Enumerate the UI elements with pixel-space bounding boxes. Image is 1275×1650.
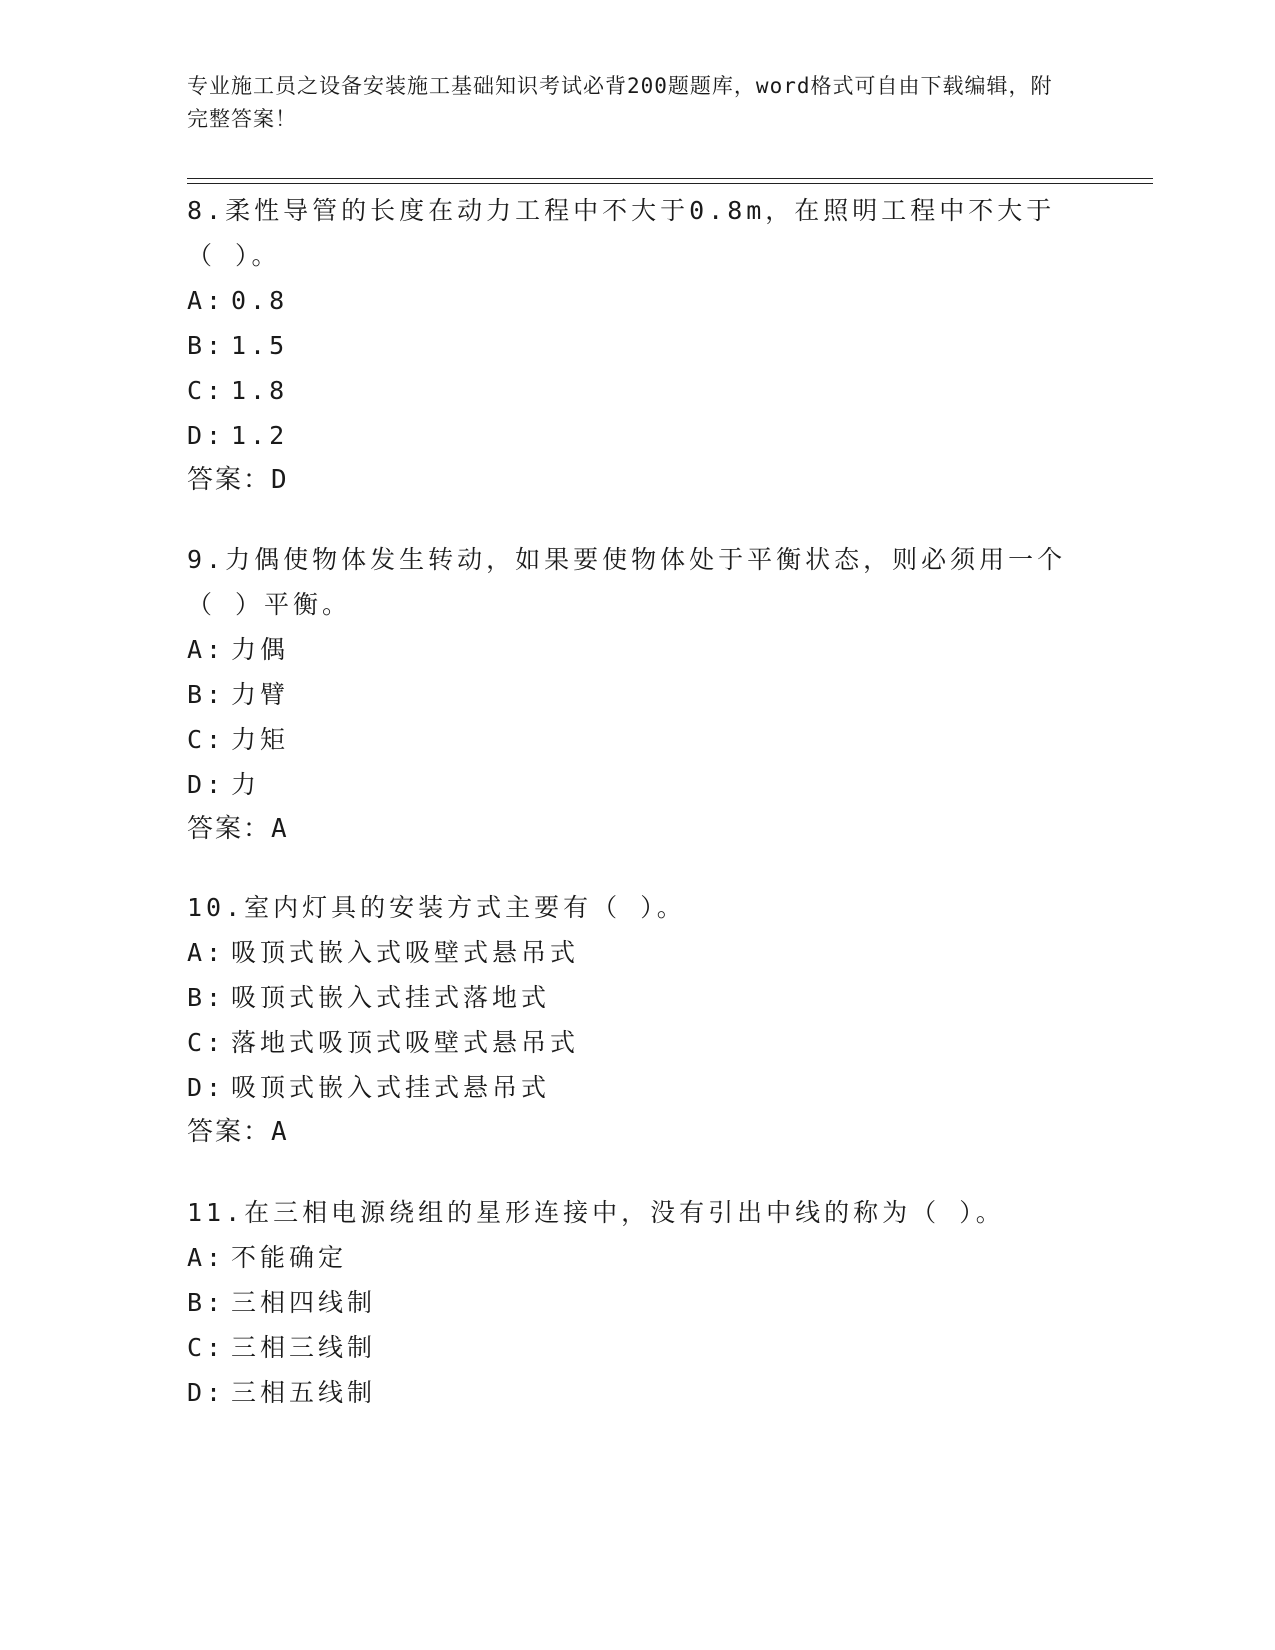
option-text: 吸顶式嵌入式挂式落地式: [231, 983, 551, 1012]
answer-value: A: [271, 1117, 289, 1147]
option-c: [187, 717, 1067, 762]
question-text: 10.室内灯具的安装方式主要有（ ）。: [187, 893, 686, 922]
answer-value: A: [271, 814, 289, 844]
option-d: [187, 762, 1067, 807]
question-text: 11.在三相电源绕组的星形连接中，没有引出中线的称为（ ）。: [187, 1198, 1005, 1227]
option-text: 不能确定: [231, 1243, 348, 1272]
option-label: B:: [187, 680, 226, 709]
header-divider-bottom: [187, 183, 1153, 184]
option-c: [187, 1325, 1067, 1370]
answer-line: [187, 1110, 1067, 1155]
option-label: C:: [187, 725, 226, 754]
option-c: [187, 1020, 1067, 1065]
option-label: D:: [187, 770, 226, 799]
option-text: 力臂: [231, 680, 290, 709]
option-text: 1.8: [231, 376, 289, 405]
question-11: [187, 1190, 1067, 1415]
option-text: 1.2: [231, 421, 289, 450]
question-text: 9.力偶使物体发生转动，如果要使物体处于平衡状态，则必须用一个（ ）平衡。: [187, 545, 1067, 619]
option-label: C:: [187, 1028, 226, 1057]
option-label: D:: [187, 1378, 226, 1407]
option-label: D:: [187, 1073, 226, 1102]
option-a: [187, 1235, 1067, 1280]
option-label: B:: [187, 983, 226, 1012]
option-text: 三相三线制: [231, 1333, 377, 1362]
option-label: C:: [187, 376, 226, 405]
option-text: 力: [231, 770, 261, 799]
question-9: [187, 537, 1067, 852]
option-b: [187, 323, 1067, 368]
option-text: 三相四线制: [231, 1288, 377, 1317]
option-label: C:: [187, 1333, 226, 1362]
option-label: B:: [187, 331, 226, 360]
option-a: [187, 930, 1067, 975]
option-c: [187, 368, 1067, 413]
option-text: 吸顶式嵌入式挂式悬吊式: [231, 1073, 551, 1102]
option-label: A:: [187, 635, 226, 664]
answer-label: 答案：: [187, 1117, 272, 1147]
option-label: A:: [187, 286, 226, 315]
option-b: [187, 1280, 1067, 1325]
option-text: 落地式吸顶式吸壁式悬吊式: [231, 1028, 580, 1057]
answer-value: D: [271, 465, 289, 495]
answer-line: [187, 458, 1067, 503]
answer-label: 答案：: [187, 465, 272, 495]
option-a: [187, 278, 1067, 323]
option-d: [187, 413, 1067, 458]
question-text: 8.柔性导管的长度在动力工程中不大于0.8m，在照明工程中不大于（ ）。: [187, 196, 1056, 270]
option-text: 0.8: [231, 286, 289, 315]
option-label: D:: [187, 421, 226, 450]
option-text: 力偶: [231, 635, 290, 664]
option-text: 1.5: [231, 331, 289, 360]
option-label: A:: [187, 938, 226, 967]
question-10: [187, 885, 1067, 1155]
answer-line: [187, 807, 1067, 852]
option-b: [187, 672, 1067, 717]
option-b: [187, 975, 1067, 1020]
answer-label: 答案：: [187, 814, 272, 844]
option-a: [187, 627, 1067, 672]
option-d: [187, 1370, 1067, 1415]
option-label: B:: [187, 1288, 226, 1317]
option-text: 吸顶式嵌入式吸壁式悬吊式: [231, 938, 580, 967]
option-text: 力矩: [231, 725, 290, 754]
question-8: [187, 188, 1067, 503]
header-divider-top: [187, 178, 1153, 179]
option-d: [187, 1065, 1067, 1110]
document-header: 专业施工员之设备安装施工基础知识考试必背200题题库，word格式可自由下载编辑，附完整答案！: [187, 74, 1053, 131]
option-label: A:: [187, 1243, 226, 1272]
option-text: 三相五线制: [231, 1378, 377, 1407]
